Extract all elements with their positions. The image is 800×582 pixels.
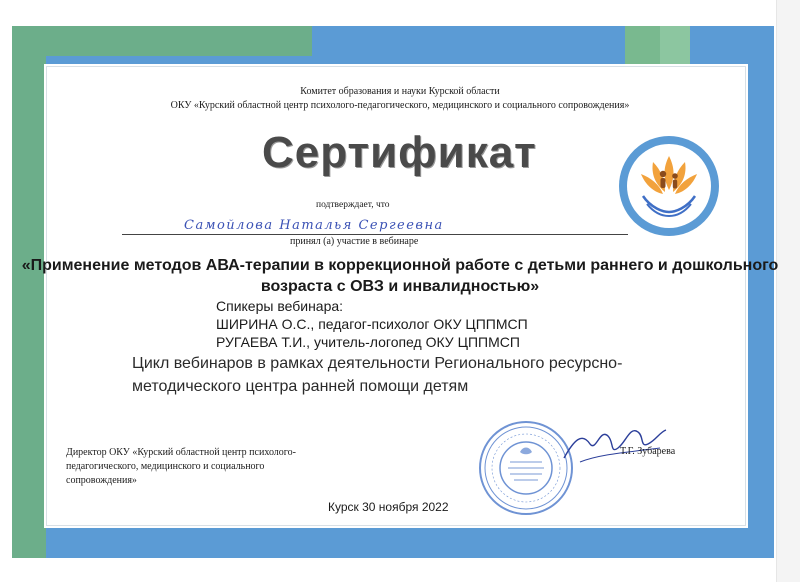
frame-accent-top: [12, 26, 312, 56]
signer-name: Т.Г. Зубарева: [620, 446, 676, 457]
webinar-title: «Применение методов АВА-терапии в коррекционной работе с детьми раннего и дошкольного возраста с ОВЗ и инвалидностью»: [21, 257, 779, 295]
speaker-1: ШИРИНА О.С., педагог-психолог ОКУ ЦППМСП: [216, 316, 528, 332]
place-and-date: Курск 30 ноября 2022: [328, 500, 449, 514]
speakers-label: Спикеры вебинара:: [216, 298, 344, 314]
name-underline: [122, 234, 628, 235]
family-lotus-emblem-icon: [617, 134, 721, 238]
organization-line: ОКУ «Курский областной центр психолого-педагогического, медицинского и социального сопровождения»: [170, 100, 630, 111]
handwritten-signature-icon: [560, 418, 670, 468]
speaker-2: РУГАЕВА Т.И., учитель-логопед ОКУ ЦППМСП: [216, 334, 520, 350]
participation-text: принял (а) участие в вебинаре: [290, 236, 419, 247]
webinar-cycle-text: Цикл вебинаров в рамках деятельности Регионального ресурсно-методического центра ранней помощи детям: [132, 355, 623, 395]
confirms-text: подтверждает, что: [316, 200, 390, 210]
certificate-title: Сертификат: [262, 128, 537, 177]
director-title: Директор ОКУ «Курский областной центр психолого-педагогического, медицинского и социального сопровождения»: [66, 447, 296, 486]
committee-line: Комитет образования и науки Курской области: [300, 86, 500, 97]
recipient-name: Самойлова Наталья Сергеевна: [184, 218, 444, 233]
